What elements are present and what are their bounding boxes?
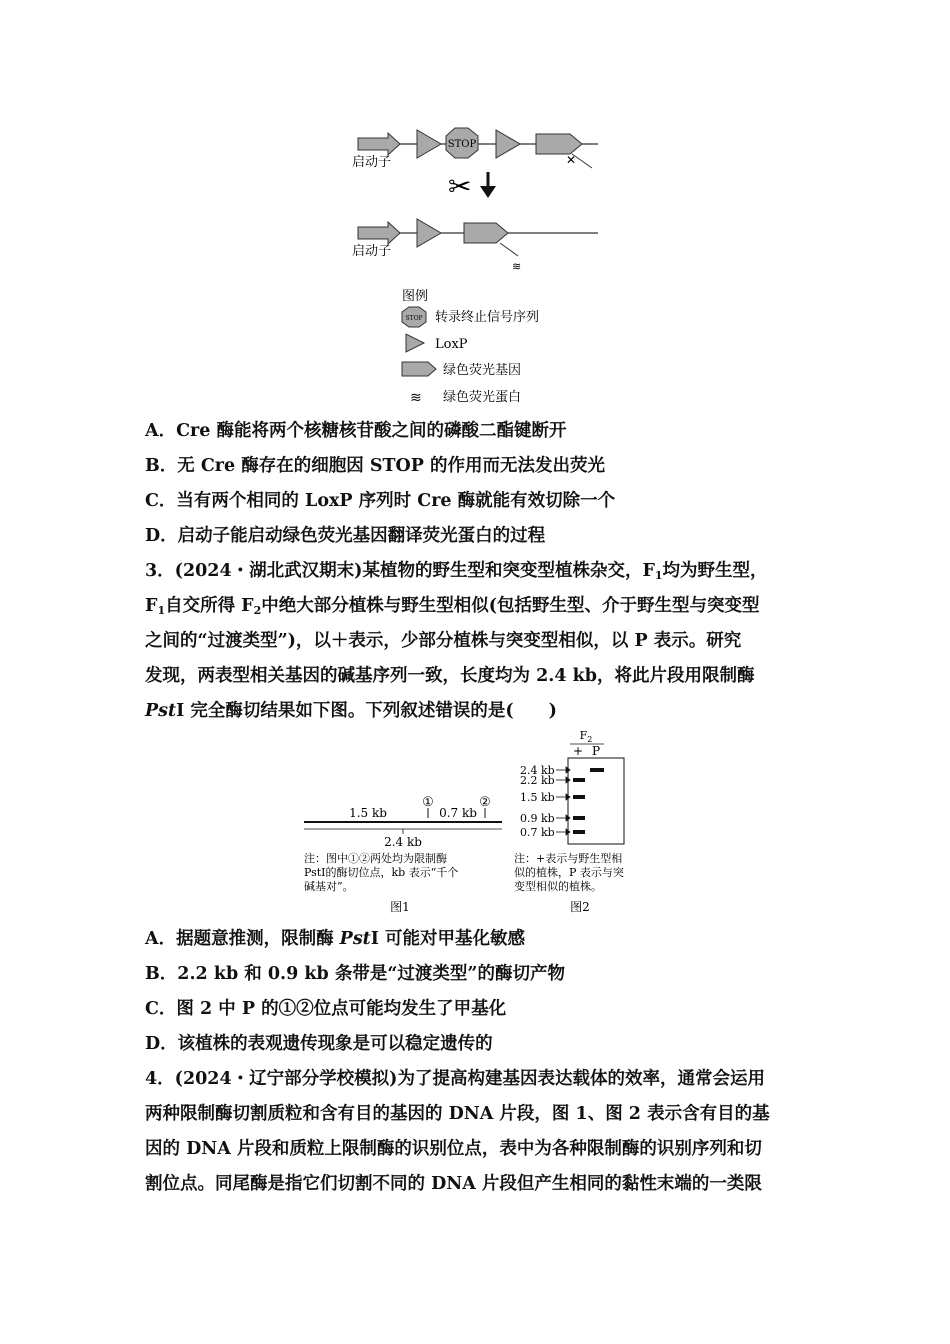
segment-right-label: 0.7 kb <box>439 806 477 820</box>
gel-markers <box>520 764 555 839</box>
promoter-arrow-top <box>358 133 400 155</box>
q3-option-c: C．图 2 中 P 的①②位点可能均发生了甲基化 <box>145 999 507 1019</box>
marker-2.4kb: 2.4 kb <box>520 764 555 777</box>
legend-protein-icon: ≋ <box>410 390 422 406</box>
lane-plus-label: + <box>572 744 584 758</box>
lane-p-label: P <box>591 744 601 758</box>
total-length-label: 2.4 kb <box>384 835 422 849</box>
band-plus-0.7kb <box>573 830 585 834</box>
promoter-arrow-bottom <box>358 222 400 244</box>
promoter-label-top: 启动子 <box>352 155 392 170</box>
q2-option-c: C．当有两个相同的 LoxP 序列时 Cre 酶就能有效切除一个 <box>145 491 616 511</box>
segment-left-label: 1.5 kb <box>349 806 387 820</box>
legend-item-protein: 绿色荧光蛋白 <box>443 390 522 405</box>
site-1-label: ① <box>422 795 434 810</box>
gfp-gene-bottom <box>464 223 508 243</box>
legend-gene-icon <box>402 362 436 376</box>
q3-stem-line4: 发现，两表型相关基因的碱基序列一致，长度均为 2.4 kb，将此片段用限制酶 <box>145 666 755 686</box>
expression-arrow <box>500 243 518 256</box>
gfp-gene-top <box>536 134 582 154</box>
q3-stem-line5: PstⅠ 完全酶切结果如下图。下列叙述错误的是( ) <box>145 701 557 721</box>
loxp-bottom <box>417 219 441 247</box>
marker-2.2kb: 2.2 kb <box>520 774 555 787</box>
gel-header: $F_2$ <box>579 729 593 744</box>
caption-fig2: 图2 <box>570 900 590 914</box>
note2-line3: 变型相似的植株。 <box>514 880 602 893</box>
band-plus-1.5kb <box>573 795 585 799</box>
no-expression-cross: ✕ <box>566 153 577 167</box>
q4-line3: 因的 DNA 片段和质粒上限制酶的识别位点，表中为各种限制酶的识别序列和切 <box>145 1139 762 1159</box>
band-plus-0.9kb <box>573 816 585 820</box>
caption-fig1: 图1 <box>390 900 410 914</box>
marker-0.9kb: 0.9 kb <box>520 812 555 825</box>
q3-stem-line2: $F_1$自交所得 $F_2$中绝大部分植株与野生型相似(包括野生型、介于野生型与突变型 <box>145 596 760 617</box>
site-2-label: ② <box>479 795 491 810</box>
cre-loxp-figure <box>340 120 610 415</box>
loxp-top-1 <box>417 130 441 158</box>
q2-option-b: B．无 Cre 酶存在的细胞因 STOP 的作用而无法发出荧光 <box>145 456 606 476</box>
band-p-2.4kb <box>590 768 604 772</box>
q4-line1: 4．(2024・辽宁部分学校模拟)为了提高构建基因表达载体的效率，通常会运用 <box>145 1069 765 1089</box>
scissors-icon: ✂ <box>448 170 472 203</box>
gfp-protein-icon: ≋ <box>512 260 522 273</box>
legend-item-gene: 绿色荧光基因 <box>443 363 522 378</box>
stop-label: STOP <box>447 139 477 150</box>
q2-option-a: A．Cre 酶能将两个核糖核苷酸之间的磷酸二酯键断开 <box>145 421 567 441</box>
legend-item-loxp: LoxP <box>435 337 468 352</box>
promoter-label-bottom: 启动子 <box>352 244 392 259</box>
legend-loxp-icon <box>406 334 424 352</box>
note1-line3: 碱基对”。 <box>304 880 354 893</box>
q4-line2: 两种限制酶切割质粒和含有目的基因的 DNA 片段，图 1、图 2 表示含有目的基 <box>145 1104 770 1124</box>
loxp-top-2 <box>496 130 520 158</box>
legend-title: 图例 <box>402 289 429 304</box>
q4-line4: 割位点。同尾酶是指它们切割不同的 DNA 片段但产生相同的黏性末端的一类限 <box>145 1174 762 1194</box>
legend-item-stop: 转录终止信号序列 <box>435 310 540 325</box>
marker-0.7kb: 0.7 kb <box>520 826 555 839</box>
q3-stem-line1: 3．(2024・湖北武汉期末)某植物的野生型和突变型植株杂交，$F_1$均为野生型， <box>145 561 768 582</box>
note1-line1: 注：图中①②两处均为限制酶 <box>304 852 447 865</box>
q3-stem-line3: 之间的“过渡类型”)，以＋表示，少部分植株与突变型相似，以 P 表示。研究 <box>145 631 742 651</box>
legend-stop-text: STOP <box>405 315 423 322</box>
q3-option-d: D．该植株的表观遗传现象是可以稳定遗传的 <box>145 1034 493 1054</box>
note2-line1: 注：+表示与野生型相 <box>514 852 623 865</box>
band-plus-2.2kb <box>573 778 585 782</box>
q3-option-a: A．据题意推测，限制酶 PstⅠ 可能对甲基化敏感 <box>145 929 526 949</box>
marker-1.5kb: 1.5 kb <box>520 791 555 804</box>
down-arrow-icon <box>480 186 496 198</box>
note2-line2: 似的植株，P 表示与突 <box>514 866 624 879</box>
q3-option-b: B．2.2 kb 和 0.9 kb 条带是“过渡类型”的酶切产物 <box>145 964 565 984</box>
note1-line2: PstⅠ的酶切位点，kb 表示“千个 <box>304 866 459 879</box>
psti-figure <box>298 728 660 918</box>
q2-option-d: D．启动子能启动绿色荧光基因翻译荧光蛋白的过程 <box>145 526 546 546</box>
